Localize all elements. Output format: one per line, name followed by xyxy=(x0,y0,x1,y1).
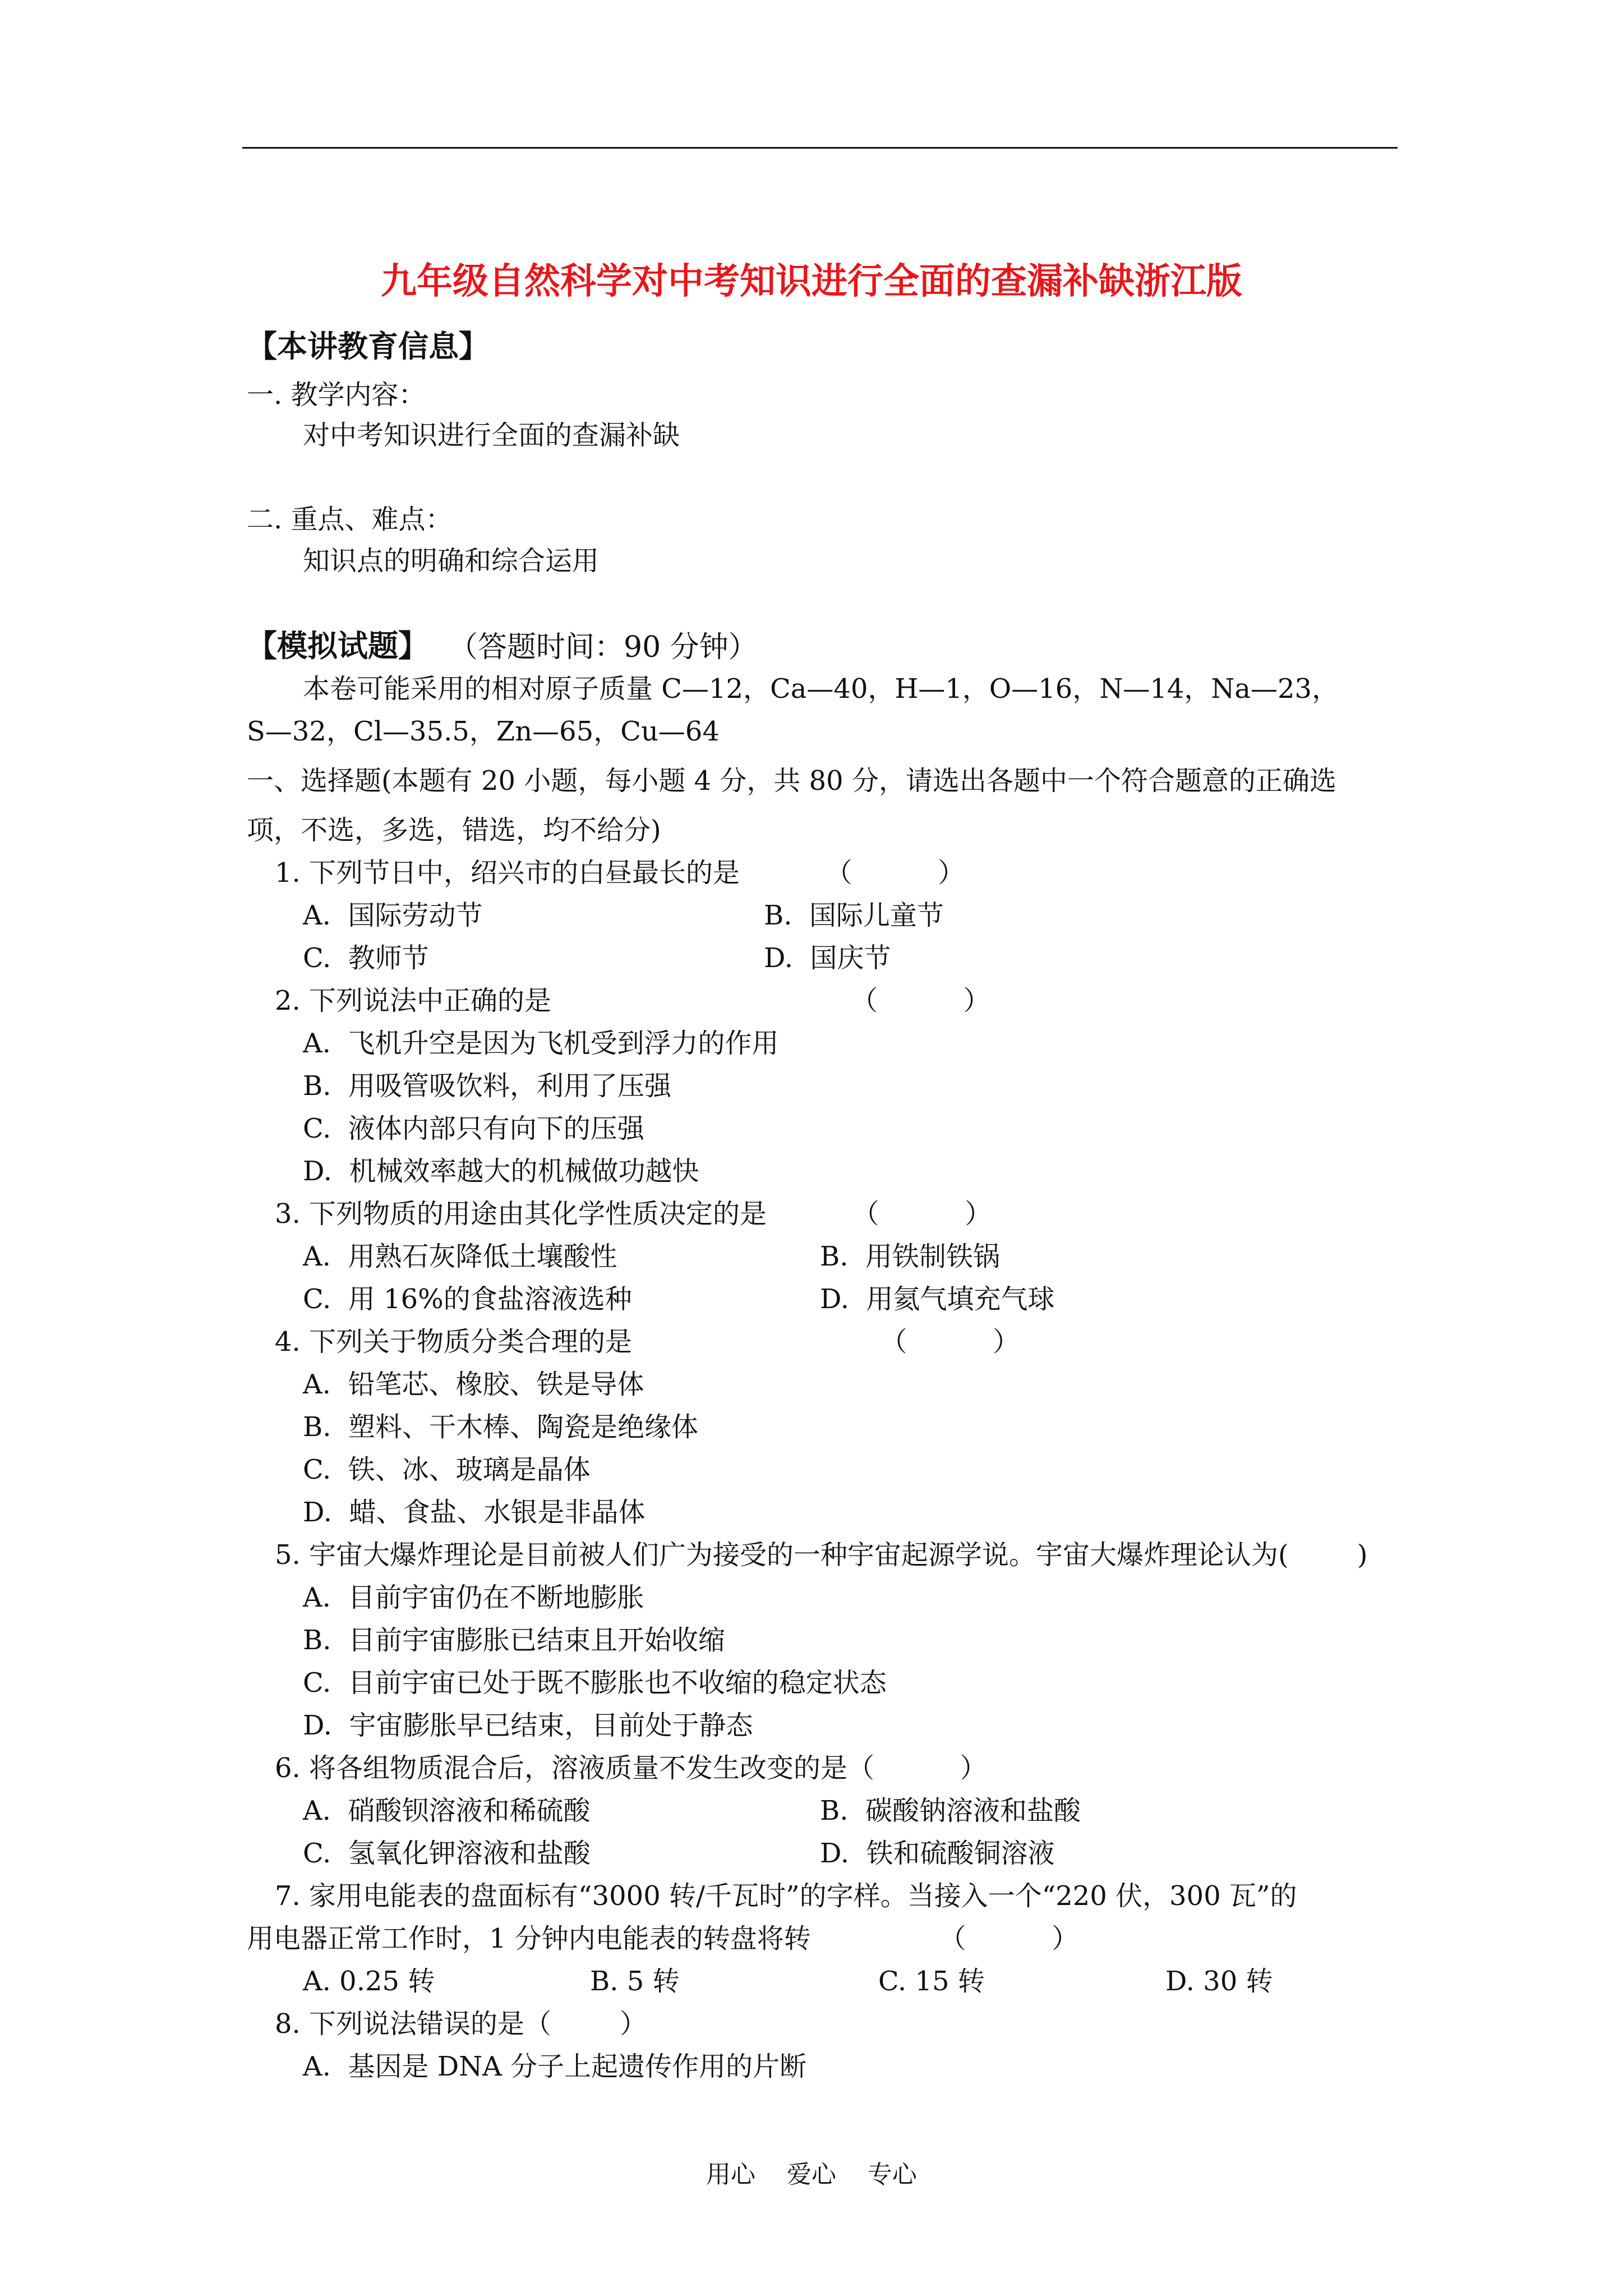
item1-heading: 一. 教学内容： xyxy=(247,379,426,411)
q7-option-a: A. 0.25 转 xyxy=(303,1966,435,1997)
q3-option-c: C. 用 16%的食盐溶液选种 xyxy=(303,1283,632,1315)
atomic-mass-line2: S—32，Cl—35.5，Zn—65，Cu—64 xyxy=(247,716,720,747)
question-3: 3. 下列物质的用途由其化学性质决定的是 （ ） xyxy=(275,1198,992,1230)
q6-option-c: C. 氢氧化钾溶液和盐酸 xyxy=(303,1838,591,1869)
question-2: 2. 下列说法中正确的是 （ ） xyxy=(275,985,990,1016)
q6-option-a: A. 硝酸钡溶液和稀硫酸 xyxy=(303,1795,591,1826)
item2-body: 知识点的明确和综合运用 xyxy=(303,545,600,577)
item2-heading: 二. 重点、难点： xyxy=(247,504,453,535)
section-heading-info: 【本讲教育信息】 xyxy=(247,328,489,364)
q3-option-b: B. 用铁制铁锅 xyxy=(820,1241,1000,1272)
q5-option-a: A. 目前宇宙仍在不断地膨胀 xyxy=(303,1582,644,1613)
q4-option-b: B. 塑料、干木棒、陶瓷是绝缘体 xyxy=(303,1411,699,1443)
q8-option-a: A. 基因是 DNA 分子上起遗传作用的片断 xyxy=(303,2051,807,2082)
choice-instructions-line1: 一、选择题(本题有 20 小题，每小题 4 分，共 80 分，请选出各题中一个符合题意的正确选 xyxy=(247,765,1336,797)
question-1: 1. 下列节日中，绍兴市的白昼最长的是 （ ） xyxy=(275,857,965,889)
q2-option-c: C. 液体内部只有向下的压强 xyxy=(303,1113,644,1144)
q1-option-b: B. 国际儿童节 xyxy=(764,900,944,931)
q2-option-d: D. 机械效率越大的机械做功越快 xyxy=(303,1156,699,1187)
q7-option-b: B. 5 转 xyxy=(590,1966,680,1997)
q5-option-c: C. 目前宇宙已处于既不膨胀也不收缩的稳定状态 xyxy=(303,1667,887,1699)
q7-option-d: D. 30 转 xyxy=(1165,1966,1273,1997)
atomic-mass-line1: 本卷可能采用的相对原子质量 C—12，Ca—40，H—1，O—16，N—14，Na—23， xyxy=(303,673,1339,705)
q6-option-b: B. 碳酸钠溶液和盐酸 xyxy=(820,1795,1081,1826)
q5-option-d: D. 宇宙膨胀早已结束，目前处于静态 xyxy=(303,1710,753,1741)
q1-option-c: C. 教师节 xyxy=(303,942,429,974)
q1-option-d: D. 国庆节 xyxy=(764,942,891,974)
section-heading-mock: 【模拟试题】 xyxy=(247,628,428,664)
q5-option-b: B. 目前宇宙膨胀已结束且开始收缩 xyxy=(303,1625,726,1656)
q2-option-b: B. 用吸管吸饮料，利用了压强 xyxy=(303,1070,672,1102)
question-4: 4. 下列关于物质分类合理的是 （ ） xyxy=(275,1326,1020,1358)
q4-option-a: A. 铅笔芯、橡胶、铁是导体 xyxy=(303,1369,644,1400)
question-7-line1: 7. 家用电能表的盘面标有“3000 转/千瓦时”的字样。当接入一个“220 伏，300 瓦”的 xyxy=(275,1880,1297,1912)
item1-body: 对中考知识进行全面的查漏补缺 xyxy=(303,420,680,451)
page-title: 九年级自然科学对中考知识进行全面的查漏补缺浙江版 xyxy=(381,260,1242,302)
header-rule xyxy=(242,147,1398,149)
question-6: 6. 将各组物质混合后，溶液质量不发生改变的是（ ） xyxy=(275,1752,987,1784)
q3-option-a: A. 用熟石灰降低土壤酸性 xyxy=(303,1241,617,1272)
page-footer: 用心 爱心 专心 xyxy=(706,2160,917,2189)
question-7-line2: 用电器正常工作时，1 分钟内电能表的转盘将转 （ ） xyxy=(247,1923,1079,1954)
mock-time: （答题时间：90 分钟） xyxy=(449,631,758,664)
q2-option-a: A. 飞机升空是因为飞机受到浮力的作用 xyxy=(303,1028,779,1059)
q7-option-c: C. 15 转 xyxy=(878,1966,985,1997)
q6-option-d: D. 铁和硫酸铜溶液 xyxy=(820,1838,1055,1869)
q1-option-a: A. 国际劳动节 xyxy=(303,900,483,931)
question-5: 5. 宇宙大爆炸理论是目前被人们广为接受的一种宇宙起源学说。宇宙大爆炸理论认为( ) xyxy=(275,1539,1368,1571)
q4-option-d: D. 蜡、食盐、水银是非晶体 xyxy=(303,1497,645,1528)
q4-option-c: C. 铁、冰、玻璃是晶体 xyxy=(303,1454,591,1485)
q3-option-d: D. 用氦气填充气球 xyxy=(820,1283,1055,1315)
choice-instructions-line2: 项，不选，多选，错选，均不给分) xyxy=(247,815,661,846)
question-8: 8. 下列说法错误的是（ ） xyxy=(275,2008,647,2040)
